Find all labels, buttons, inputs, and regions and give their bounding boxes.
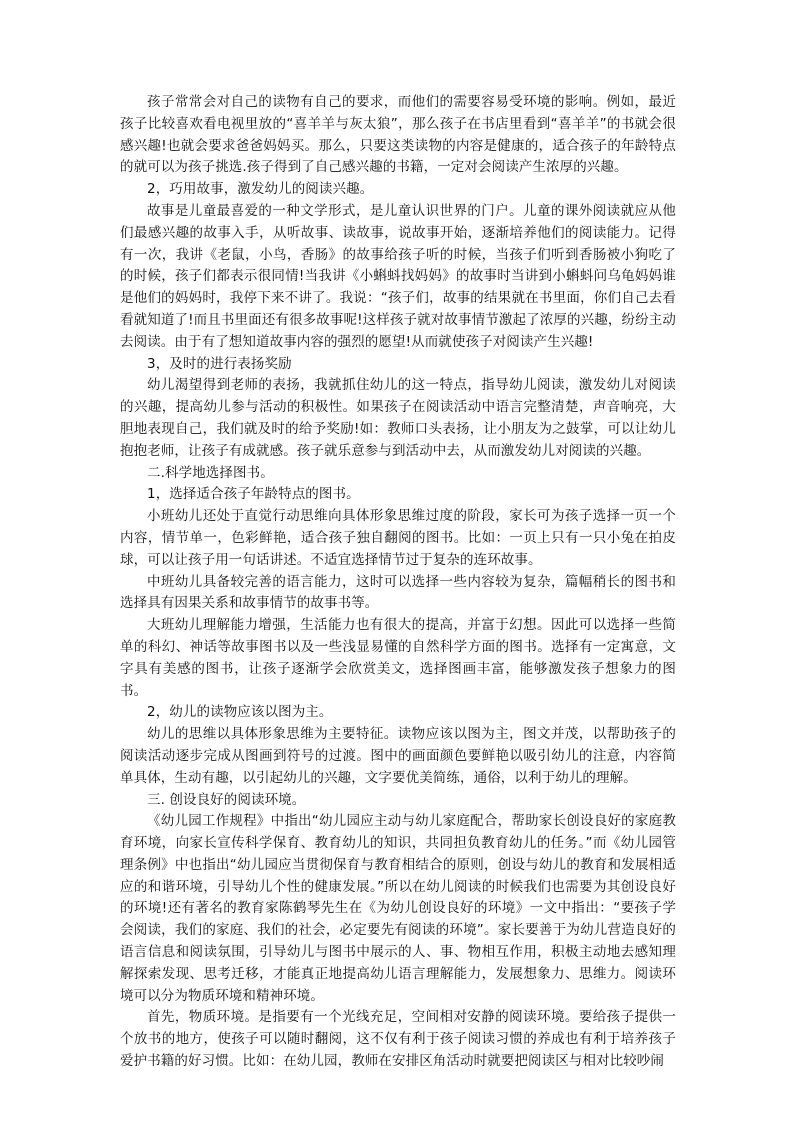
paragraph-environment: 《幼儿园工作规程》中指出“幼儿园应主动与幼儿家庭配合，帮助家长创设良好的家庭教育环境，向家长宣传科学保育、教育幼儿的知识，共同担负教育幼儿的任务。”而《幼儿园管理条例》中也指出“幼儿园应当贯彻保育与教育相结合的原则，创设与幼儿的教育和发展相适应的和谐环境，引导幼儿个性的健康发展。”所以在幼儿阅读的时候我们也需要为其创设良好的环境!还有著名的教育家陈鹤琴先生在《为幼儿创设良好的环境》一文中指出：“要孩子学会阅读，我们的家庭、我们的社会，必定要先有阅读的环境”。家长要善于为幼儿营造良好的语言信息和阅读氛围，引导幼儿与图书中展示的人、事、物相互作用，积极主动地去感知理解探索发现、思考迁移，才能真正地提高幼儿语言理解能力，发展想象力、思维力。阅读环境可以分为物质环境和精神环境。 xyxy=(120,813,676,1004)
paragraph-middle-class: 中班幼儿具备较完善的语言能力，这时可以选择一些内容较为复杂，篇幅稍长的图书和选择具有因果关系和故事情节的故事书等。 xyxy=(120,573,676,612)
paragraph-praise: 幼儿渴望得到老师的表扬，我就抓住幼儿的这一特点，指导幼儿阅读，激发幼儿对阅读的兴趣，提高幼儿参与活动的积极性。如果孩子在阅读活动中语言完整清楚，声音响亮，大胆地表现自己，我们就及时的给予奖励!如：教师口头表扬，让小朋友为之鼓掌，可以让幼儿抱抱老师，让孩子有成就感。孩子就乐意参与到活动中去，从而激发幼儿对阅读的兴趣。 xyxy=(120,377,676,459)
paragraph-picture-based: 幼儿的思维以具体形象思维为主要特征。读物应该以图为主，图文并茂，以帮助孩子的阅读活动逐步完成从图画到符号的过渡。图中的画面颜色要鲜艳以吸引幼儿的注意，内容简单具体，生动有趣，以引起幼儿的兴趣，文字要优美简练，通俗，以利于幼儿的理解。 xyxy=(120,726,676,786)
document-page xyxy=(120,92,676,1073)
paragraph-stories: 故事是儿童最喜爱的一种文学形式，是儿童认识世界的门户。儿童的课外阅读就应从他们最感兴趣的故事入手，从听故事、读故事，说故事开始，逐渐培养他们的阅读能力。记得有一次，我讲《老鼠，小鸟，香肠》的故事给孩子听的时候，当孩子们听到香肠被小狗吃了的时候，孩子们都表示很同情!当我讲《小蝌蚪找妈妈》的故事时当讲到小蝌蚪问乌龟妈妈谁是他们的妈妈时，我停下来不讲了。我说：“孩子们，故事的结果就在书里面，你们自己去看看就知道了!而且书里面还有很多故事呢!这样孩子就对故事情节激起了浓厚的兴趣，纷纷主动去阅读。由于有了想知道故事内容的强烈的愿望!从而就使孩子对阅读产生兴趣! xyxy=(120,202,676,350)
section-heading-environment: 三. 创设良好的阅读环境。 xyxy=(147,791,306,808)
paragraph-large-class: 大班幼儿理解能力增强，生活能力也有很大的提高，并富于幻想。因此可以选择一些简单的科幻、神话等故事图书以及一些浅显易懂的自然科学方面的图书。选择有一定寓意，文字具有美感的图书，让孩子逐渐学会欣赏美文，选择图画丰富，能够激发孩子想象力的图书。 xyxy=(120,617,676,699)
heading-stories: 2，巧用故事，激发幼儿的阅读兴趣。 xyxy=(147,181,374,198)
paragraph-reading-preference: 孩子常常会对自己的读物有自己的要求，而他们的需要容易受环境的影响。例如，最近孩子比较喜欢看电视里放的“喜羊羊与灰太狼”，那么孩子在书店里看到“喜羊羊”的书就会很感兴趣!也就会要求爸爸妈妈买。那么，只要这类读物的内容是健康的，适合孩子的年龄特点的就可以为孩子挑选.孩子得到了自己感兴趣的书籍，一定对会阅读产生浓厚的兴趣。 xyxy=(120,94,676,176)
heading-age-appropriate: 1，选择适合孩子年龄特点的图书。 xyxy=(147,486,360,503)
paragraph-physical-environment: 首先，物质环境。是指要有一个光线充足，空间相对安静的阅读环境。要给孩子提供一个放书的地方，使孩子可以随时翻阅，这不仅有利于孩子阅读习惯的养成也有利于培养孩子爱护书籍的好习惯。比如：在幼儿园，教师在安排区角活动时就要把阅读区与相对比较吵闹 xyxy=(120,1009,676,1070)
paragraph-small-class: 小班幼儿还处于直觉行动思维向具体形象思维过度的阶段，家长可为孩子选择一页一个内容，情节单一，色彩鲜艳，适合孩子独自翻阅的图书。比如：一页上只有一只小兔在拍皮球，可以让孩子用一句话讲述。不适宜选择情节过于复杂的连环故事。 xyxy=(120,508,676,568)
section-heading-choose-books: 二.科学地选择图书。 xyxy=(147,464,274,481)
heading-picture-based: 2，幼儿的读物应该以图为主。 xyxy=(147,704,333,721)
heading-praise: 3，及时的进行表扬奖励 xyxy=(147,355,292,372)
